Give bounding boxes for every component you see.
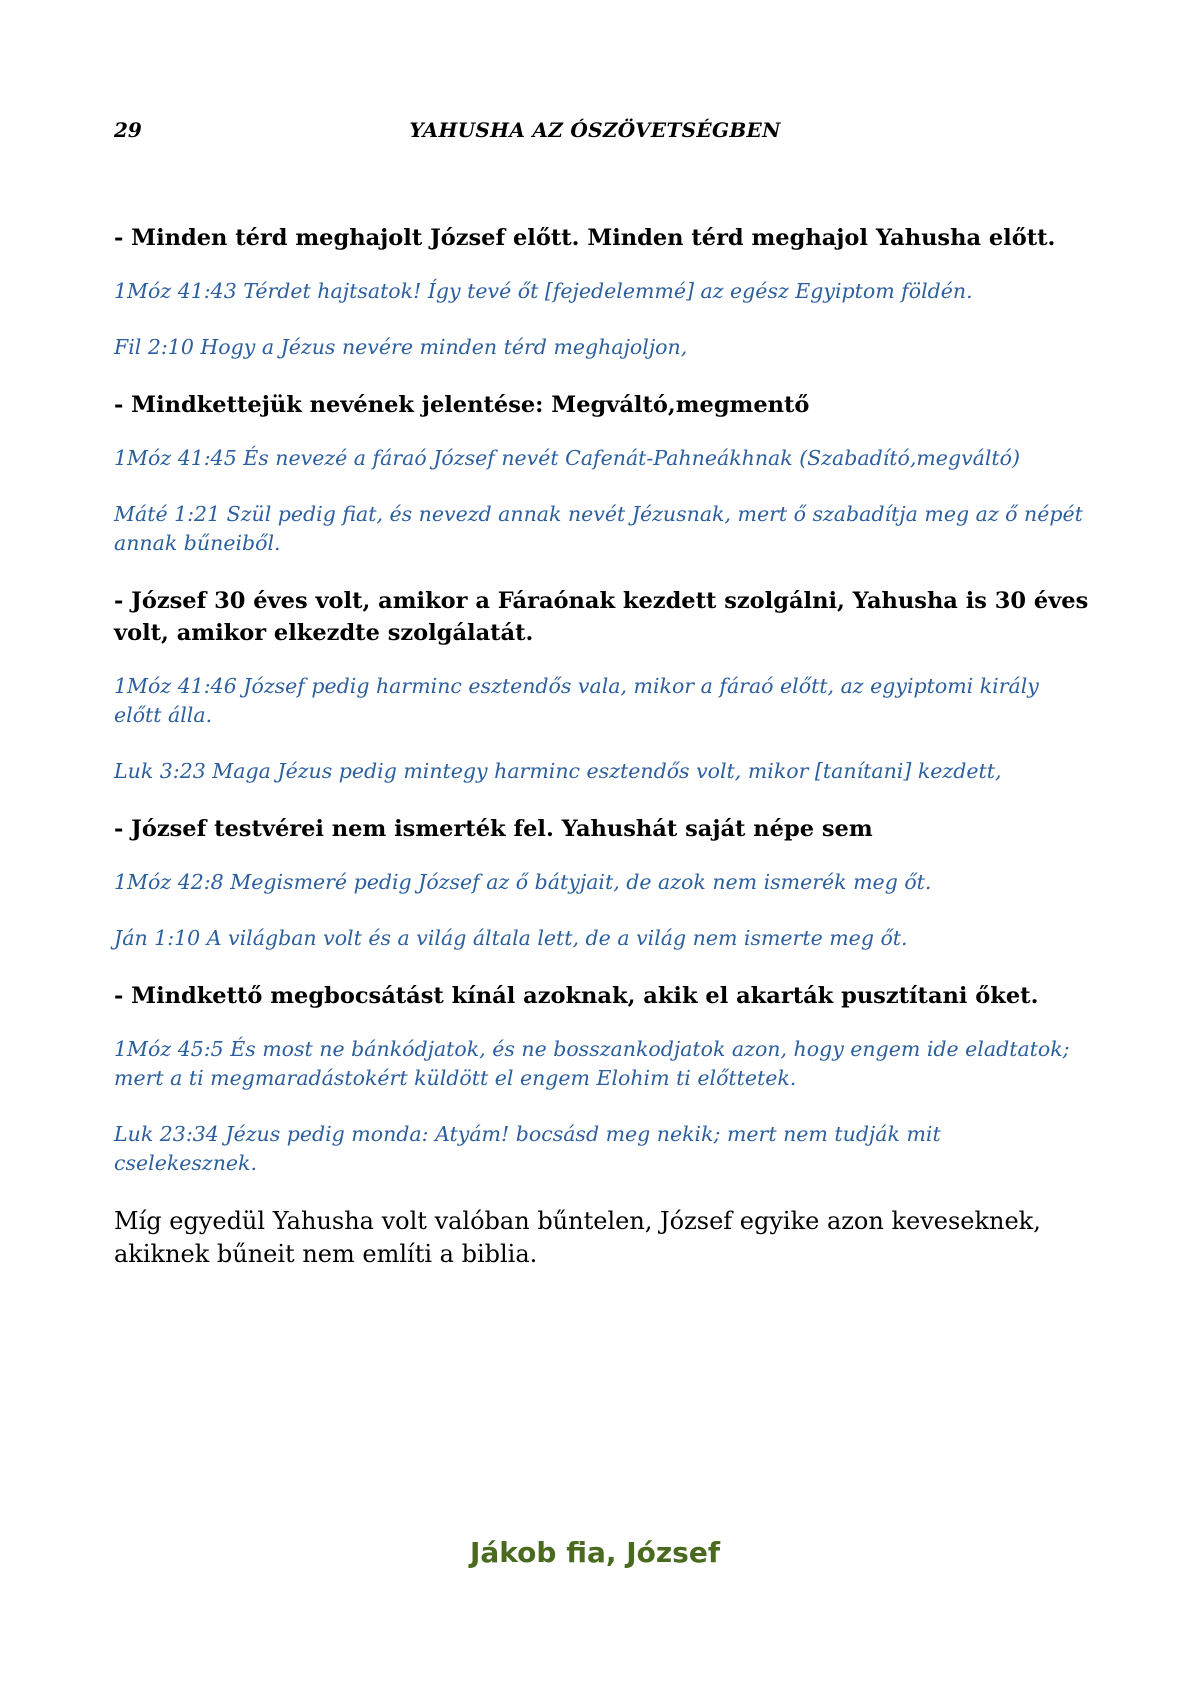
scripture-quote: Ján 1:10 A világban volt és a világ általa lett, de a világ nem ismerte meg őt. bbox=[114, 926, 908, 950]
scripture-quote: Fil 2:10 Hogy a Jézus nevére minden térd meghajoljon, bbox=[114, 335, 688, 359]
comparison-claim: - József 30 éves volt, amikor a Fáraónak kezdett szolgálni, Yahusha is 30 éves volt, amikor elkezdte szolgálatát. bbox=[114, 588, 1089, 646]
scripture-quote: 1Móz 42:8 Megismeré pedig József az ő bátyjait, de azok nem ismerék meg őt. bbox=[114, 870, 932, 894]
scripture-quote: 1Móz 45:5 És most ne bánkódjatok, és ne bosszankodjatok azon, hogy engem ide eladtatok; mert a ti megmaradástokért küldött el engem Elohim ti előttetek. bbox=[114, 1037, 1070, 1090]
comparison-claim: - Mindkettő megbocsátást kínál azoknak, akik el akarták pusztítani őket. bbox=[114, 983, 1039, 1009]
comparison-claim: - Mindkettejük nevének jelentése: Megváltó,megmentő bbox=[114, 392, 810, 418]
page-number: 29 bbox=[114, 118, 142, 142]
comparison-claim: - Minden térd meghajolt József előtt. Minden térd meghajol Yahusha előtt. bbox=[114, 225, 1056, 251]
scripture-quote: 1Móz 41:45 És nevezé a fáraó József nevét Cafenát-Pahneákhnak (Szabadító,megváltó) bbox=[114, 446, 1021, 470]
scripture-quote: Luk 3:23 Maga Jézus pedig mintegy harminc esztendős volt, mikor [tanítani] kezdett, bbox=[114, 759, 1002, 783]
scripture-quote: Máté 1:21 Szül pedig fiat, és nevezd annak nevét Jézusnak, mert ő szabadítja meg az ő népét annak bűneiből. bbox=[114, 502, 1083, 555]
scripture-quote: Luk 23:34 Jézus pedig monda: Atyám! bocsásd meg nekik; mert nem tudják mit cselekesznek. bbox=[114, 1122, 941, 1175]
page-header bbox=[114, 118, 1076, 148]
scripture-quote: 1Móz 41:43 Térdet hajtsatok! Így tevé őt [fejedelemmé] az egész Egyiptom földén. bbox=[114, 279, 973, 303]
running-title: YAHUSHA AZ ÓSZÖVETSÉGBEN bbox=[409, 118, 781, 142]
chapter-heading: Jákob fia, József bbox=[469, 1536, 721, 1569]
comparison-claim: - József testvérei nem ismerték fel. Yahushát saját népe sem bbox=[114, 816, 873, 842]
main-content bbox=[114, 222, 1089, 1271]
conclusion-paragraph: Míg egyedül Yahusha volt valóban bűntelen, József egyike azon keveseknek, akiknek bűneit nem említi a biblia. bbox=[114, 1207, 1041, 1268]
scripture-quote: 1Móz 41:46 József pedig harminc esztendős vala, mikor a fáraó előtt, az egyiptomi király előtt álla. bbox=[114, 674, 1039, 727]
